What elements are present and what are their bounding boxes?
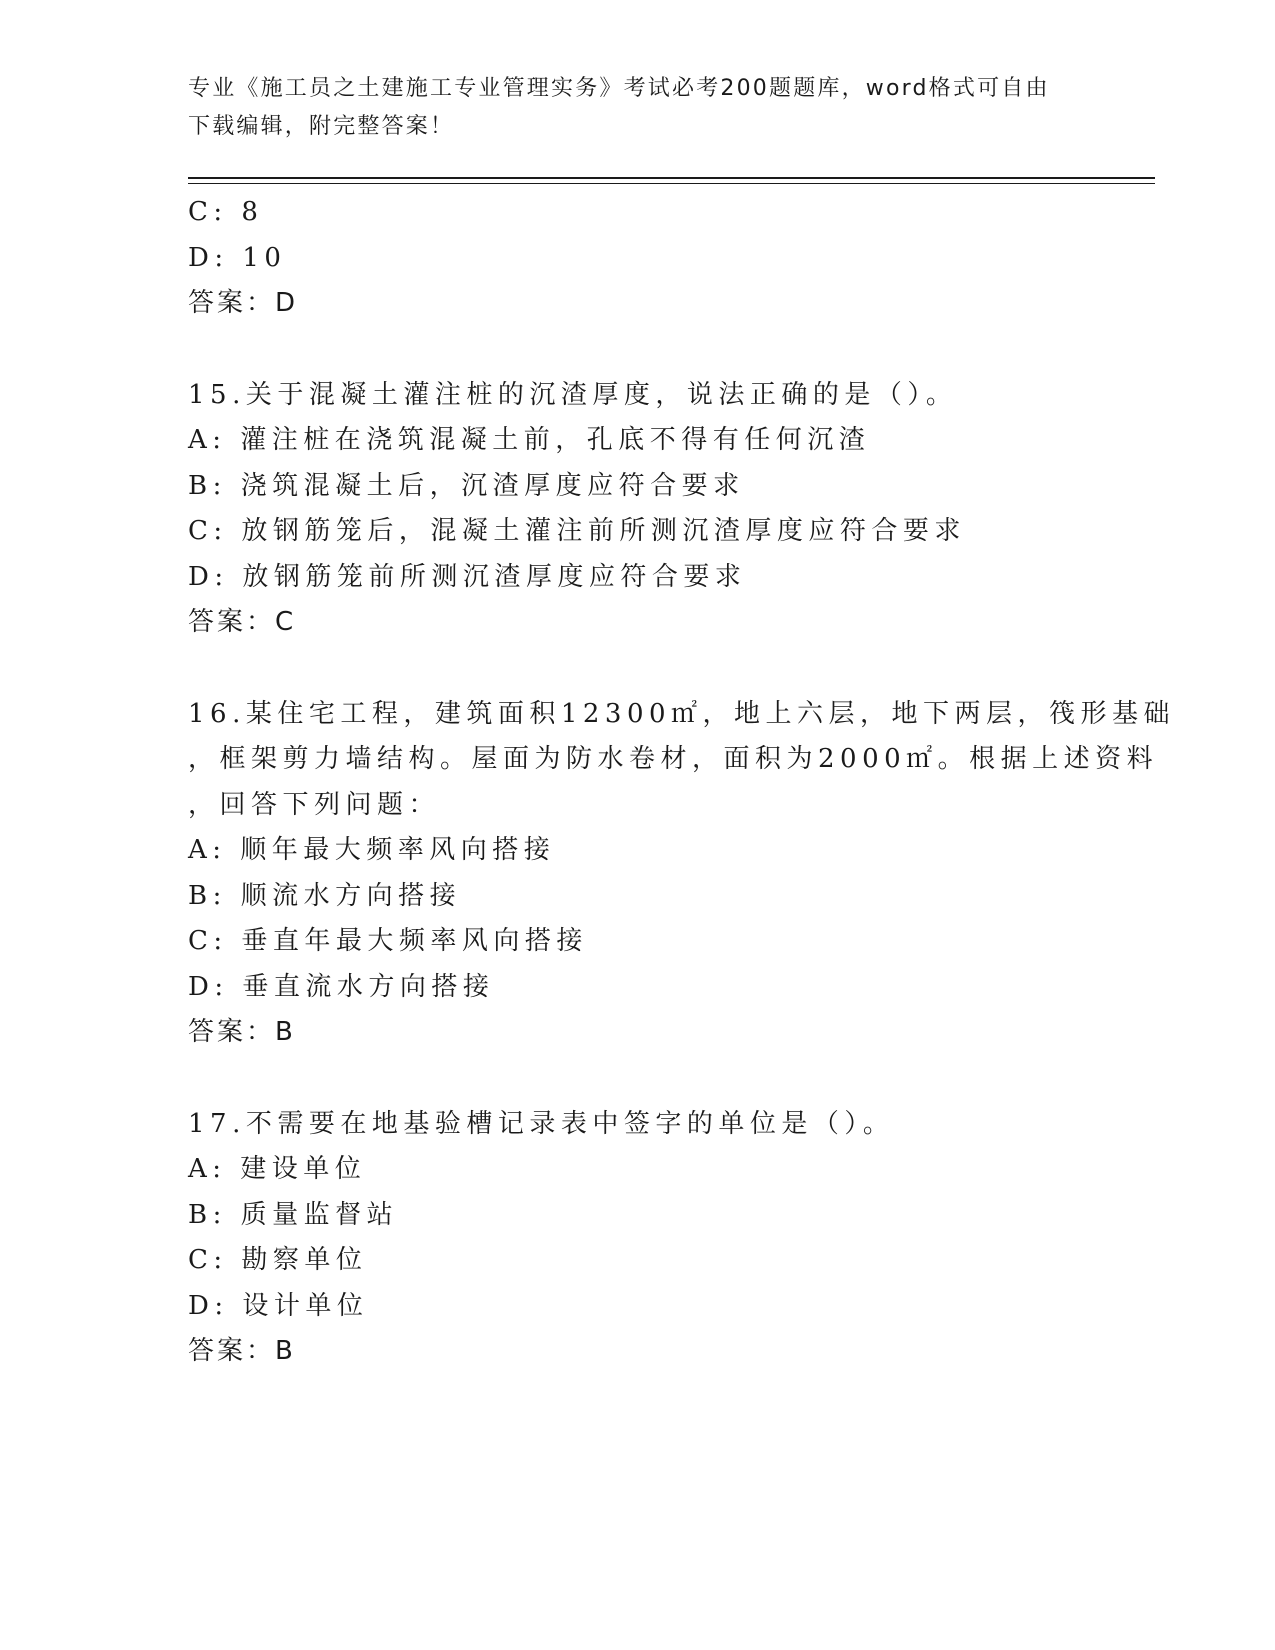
spacer: [188, 1056, 1088, 1102]
option-line: D: 垂直流水方向搭接: [188, 971, 495, 1002]
header-line-1: 专业《施工员之土建施工专业管理实务》考试必考200题题库，word格式可自由: [188, 76, 1050, 101]
answer-line: 答案：D: [188, 288, 299, 318]
option-line: D: 放钢筋笼前所测沉渣厚度应符合要求: [188, 561, 747, 592]
option-line: B: 质量监督站: [188, 1199, 399, 1230]
answer-line: 答案：B: [188, 1017, 296, 1047]
option-line: D: 设计单位: [188, 1290, 369, 1321]
option-line: A: 建设单位: [188, 1154, 367, 1184]
document-header: [188, 70, 1068, 146]
question-stem: 16.某住宅工程，建筑面积12300㎡，地上六层，地下两层，筏形基础: [188, 698, 1176, 729]
spacer: [188, 646, 1088, 692]
answer-line: 答案：B: [188, 1336, 296, 1366]
option-line: C: 8: [188, 197, 264, 227]
option-line: B: 顺流水方向搭接: [188, 880, 462, 911]
option-line: C: 垂直年最大频率风向搭接: [188, 926, 588, 956]
question-stem: ，框架剪力墙结构。屋面为防水卷材，面积为2000㎡。根据上述资料: [188, 744, 1159, 774]
continued-question: [188, 190, 1088, 327]
question-stem: 17.不需要在地基验槽记录表中签字的单位是（）。: [188, 1108, 895, 1139]
question-stem: 15.关于混凝土灌注桩的沉渣厚度，说法正确的是（）。: [188, 379, 958, 410]
question-stem: ，回答下列问题：: [188, 789, 441, 820]
header-line-2: 下载编辑，附完整答案！: [188, 114, 455, 139]
option-line: A: 灌注桩在浇筑混凝土前，孔底不得有任何沉渣: [188, 425, 871, 455]
option-line: A: 顺年最大频率风向搭接: [188, 835, 556, 865]
option-line: C: 放钢筋笼后，混凝土灌注前所测沉渣厚度应符合要求: [188, 516, 966, 546]
question-16: [188, 692, 1176, 1056]
option-line: B: 浇筑混凝土后，沉渣厚度应符合要求: [188, 470, 745, 501]
question-15: [188, 373, 1088, 646]
option-line: D: 10: [188, 242, 287, 273]
option-line: C: 勘察单位: [188, 1245, 368, 1275]
question-17: [188, 1102, 1088, 1375]
header-rule-thick: [188, 177, 1155, 179]
document-body: [188, 190, 1176, 1375]
answer-line: 答案：C: [188, 607, 297, 637]
header-rule-thin: [188, 183, 1155, 184]
spacer: [188, 327, 1088, 373]
